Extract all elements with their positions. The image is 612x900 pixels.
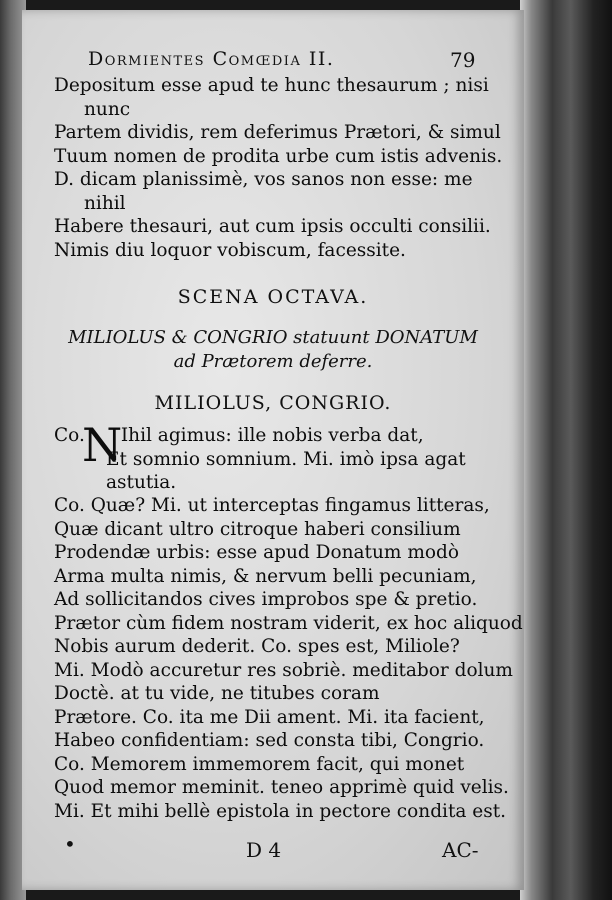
footer-mark: • [64,832,76,856]
dialogue-line: Prætore. Co. ita me Dii ament. Mi. ita facient, [54,706,485,728]
running-title: Dormientes Comœdia II. [88,48,335,70]
dialogue-line: Mi. Et mihi bellè epistola in pectore condita est. [54,800,507,822]
dialogue-line: Doctè. at tu vide, ne titubes coram [54,683,380,704]
dialogue-line: Co. Memorem immemorem facit, qui monet [54,753,465,775]
book-binding [520,0,612,900]
book-page [22,10,524,890]
drop-cap: N [82,418,123,472]
dramatis-personae: MILIOLUS, CONGRIO. [154,392,392,414]
dialogue-block [54,494,523,823]
speaker-label: Co. [54,425,85,446]
dialogue-line: Prodendæ urbis: esse apud Donatum modò [54,542,459,563]
dialogue-line: Quod memor meminit. teneo apprimè quid velis. [54,777,509,798]
dialogue-line: Et somnio somnium. Mi. imò ipsa agat [106,448,466,470]
dialogue-line: Ad sollicitandos cives improbos spe & pretio. [54,589,478,610]
page-number: 79 [450,48,476,72]
top-text-block [54,74,503,262]
text-line: Tuum nomen de prodita urbe cum istis advenis. [54,145,503,167]
text-line: Habere thesauri, aut cum ipsis occulti consilii. [54,216,491,237]
dialogue-line: Mi. Modò accuretur res sobriè. meditabor dolum [54,659,513,681]
catchword: AC- [442,838,479,862]
signature-mark: D 4 [246,838,282,862]
dialogue-line: astutia. [106,472,177,493]
dialogue-line: Prætor cùm fidem nostram viderit, ex hoc aliquod [54,612,523,634]
text-line: Depositum esse apud te hunc thesaurum ; nisi [54,75,489,96]
text-line: nunc [84,98,131,120]
argument-line: ad Prætorem deferre. [173,351,373,372]
scene-title: SCENA OCTAVA. [177,286,369,308]
text-line: D. dicam planissimè, vos sanos non esse: me [54,169,473,190]
text-line: Nimis diu loquor vobiscum, facessite. [54,239,406,261]
dialogue-line: Quæ dicant ultro citroque haberi consilium [54,518,461,540]
scene-argument [58,326,488,374]
dialogue-line: Co. Quæ? Mi. ut interceptas fingamus litteras, [54,495,490,516]
first-line-text: Ihil agimus: ille nobis verba dat, [120,425,424,446]
text-line: nihil [84,192,126,214]
dialogue-line: Nobis aurum dederit. Co. spes est, Miliole? [54,636,460,657]
argument-line: MILIOLUS & CONGRIO statuunt DONATUM [68,327,478,348]
dialogue-line: Habeo confidentiam: sed consta tibi, Congrio. [54,730,485,751]
text-line: Partem dividis, rem deferimus Prætori, & simul [54,122,501,143]
running-head [88,48,334,70]
dialogue-line: Arma multa nimis, & nervum belli pecuniam, [54,565,477,587]
